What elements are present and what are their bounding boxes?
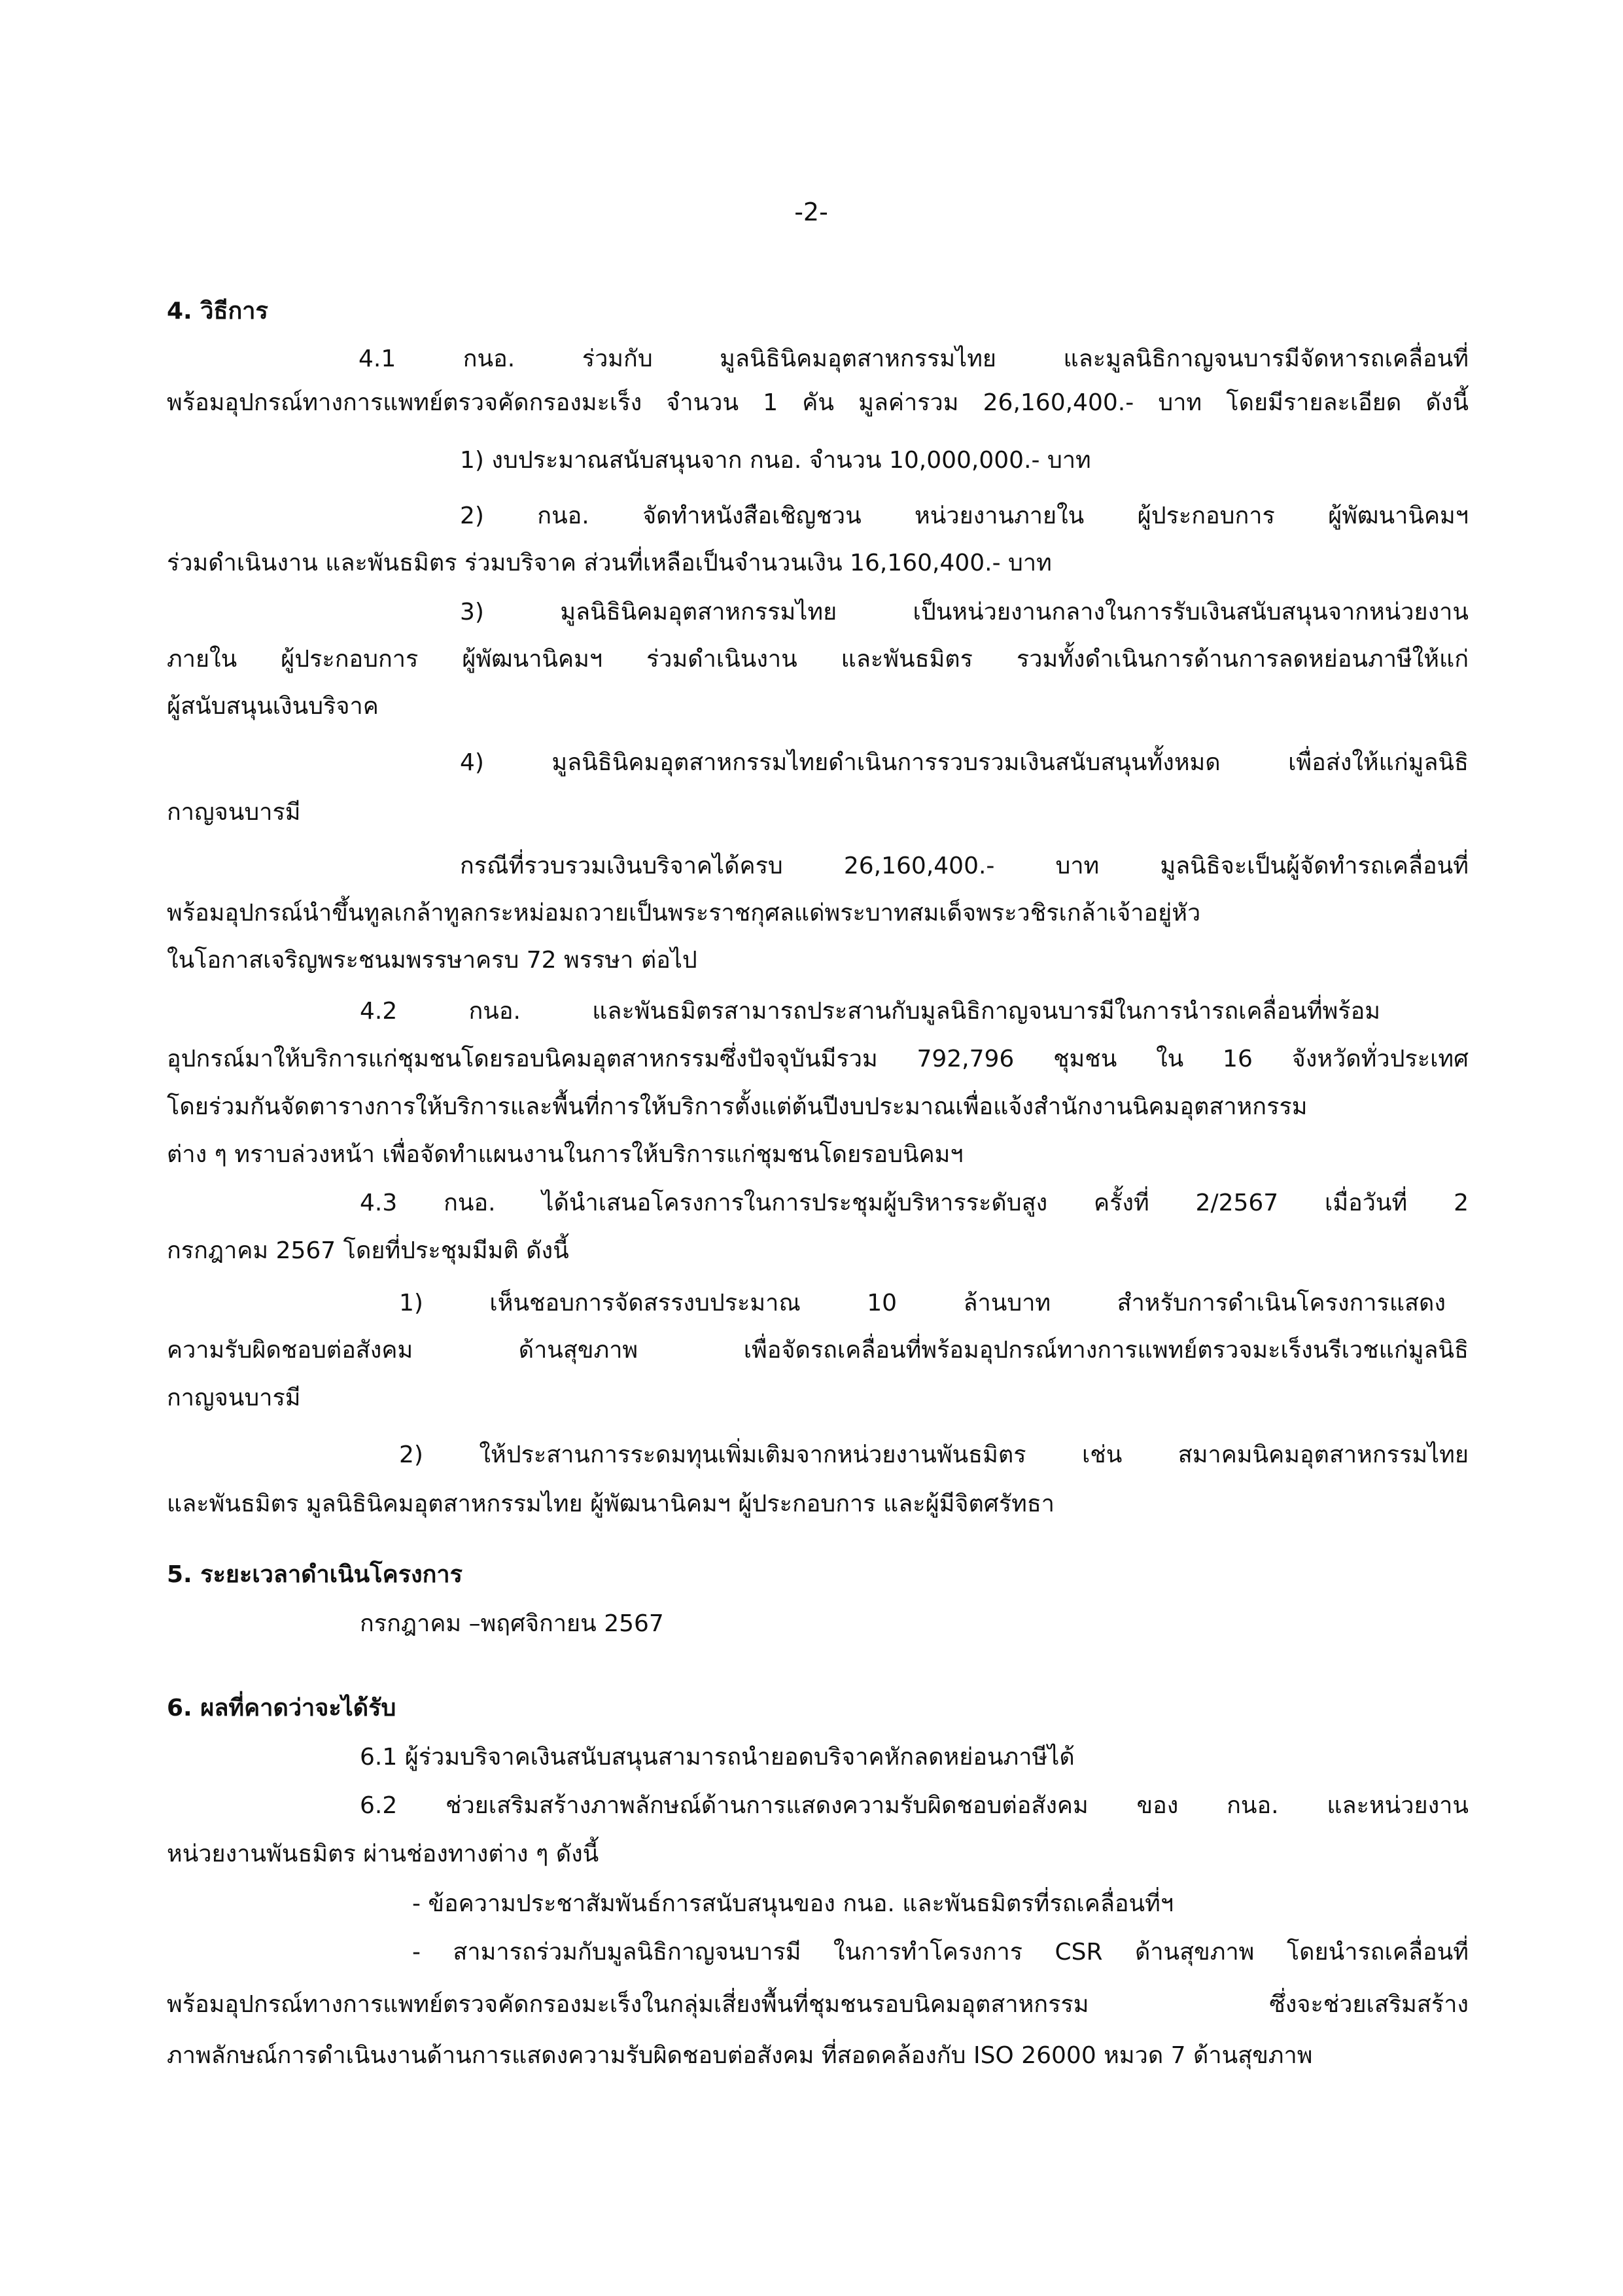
paragraph-line: กาญจนบารมี: [167, 799, 301, 826]
paragraph-line: 6.2 ช่วยเสริมสร้างภาพลักษณ์ด้านการแสดงความรับผิดชอบต่อสังคม ของ กนอ. และหน่วยงาน: [360, 1792, 1469, 1819]
paragraph-line: ผู้สนับสนุนเงินบริจาค: [167, 693, 379, 720]
paragraph-line: - ข้อความประชาสัมพันธ์การสนับสนุนของ กนอ. และพันธมิตรที่รถเคลื่อนที่ฯ: [412, 1890, 1174, 1917]
paragraph-line: 1) เห็นชอบการจัดสรรงบประมาณ 10 ล้านบาท สำหรับการดำเนินโครงการแสดง: [399, 1290, 1446, 1316]
paragraph-line: กรณีที่รวบรวมเงินบริจาคได้ครบ 26,160,400.- บาท มูลนิธิจะเป็นผู้จัดทำรถเคลื่อนที่: [460, 853, 1469, 879]
paragraph-line: ภาพลักษณ์การดำเนินงานด้านการแสดงความรับผิดชอบต่อสังคม ที่สอดคล้องกับ ISO 26000 หมวด 7 ด้านสุขภาพ: [167, 2042, 1313, 2069]
section-6-heading: 6. ผลที่คาดว่าจะได้รับ: [167, 1695, 396, 1722]
paragraph-line: พร้อมอุปกรณ์ทางการแพทย์ตรวจคัดกรองมะเร็ง จำนวน 1 คัน มูลค่ารวม 26,160,400.- บาท โดยมีรายละเอียด ดังนี้: [167, 389, 1469, 416]
section-4-heading: 4. วิธีการ: [167, 298, 268, 325]
paragraph-line: 1) งบประมาณสนับสนุนจาก กนอ. จำนวน 10,000,000.- บาท: [460, 447, 1091, 474]
paragraph-line: 2) กนอ. จัดทำหนังสือเชิญชวน หน่วยงานภายใน ผู้ประกอบการ ผู้พัฒนานิคมฯ: [460, 503, 1469, 529]
page-number: -2-: [794, 198, 828, 226]
paragraph-line: และพันธมิตร มูลนิธินิคมอุตสาหกรรมไทย ผู้พัฒนานิคมฯ ผู้ประกอบการ และผู้มีจิตศรัทธา: [167, 1491, 1055, 1517]
paragraph-line: ความรับผิดชอบต่อสังคม ด้านสุขภาพ เพื่อจัดรถเคลื่อนที่พร้อมอุปกรณ์ทางการแพทย์ตรวจมะเร็งนรีเวชแก่มูลนิธิ: [167, 1337, 1469, 1364]
section-5-heading: 5. ระยะเวลาดำเนินโครงการ: [167, 1561, 462, 1588]
paragraph-line: 2) ให้ประสานการระดมทุนเพิ่มเติมจากหน่วยงานพันธมิตร เช่น สมาคมนิคมอุตสาหกรรมไทย: [399, 1441, 1469, 1468]
paragraph-line: ต่าง ๆ ทราบล่วงหน้า เพื่อจัดทำแผนงานในการให้บริการแก่ชุมชนโดยรอบนิคมฯ: [167, 1141, 964, 1168]
paragraph-line: กรกฎาคม 2567 โดยที่ประชุมมีมติ ดังนี้: [167, 1237, 569, 1264]
paragraph-line: ในโอกาสเจริญพระชนมพรรษาครบ 72 พรรษา ต่อไป: [167, 947, 697, 974]
paragraph-line: หน่วยงานพันธมิตร ผ่านช่องทางต่าง ๆ ดังนี้: [167, 1841, 599, 1867]
paragraph-line: 4.1 กนอ. ร่วมกับ มูลนิธินิคมอุตสาหกรรมไทย และมูลนิธิกาญจนบารมีจัดหารถเคลื่อนที่: [358, 345, 1469, 372]
paragraph-line: พร้อมอุปกรณ์นำขึ้นทูลเกล้าทูลกระหม่อมถวายเป็นพระราชกุศลแด่พระบาทสมเด็จพระวชิรเกล้าเจ้าอยู่หัว: [167, 900, 1201, 927]
paragraph-line: กรกฎาคม –พฤศจิกายน 2567: [360, 1610, 664, 1637]
paragraph-line: พร้อมอุปกรณ์ทางการแพทย์ตรวจคัดกรองมะเร็งในกลุ่มเสี่ยงพื้นที่ชุมชนรอบนิคมอุตสาหกรรม ซึ่งจะช่วยเสริมสร้าง: [167, 1991, 1469, 2018]
paragraph-line: ภายใน ผู้ประกอบการ ผู้พัฒนานิคมฯ ร่วมดำเนินงาน และพันธมิตร รวมทั้งดำเนินการด้านการลดหย่อนภาษีให้แก่: [167, 646, 1469, 673]
paragraph-line: 4) มูลนิธินิคมอุตสาหกรรมไทยดำเนินการรวบรวมเงินสนับสนุนทั้งหมด เพื่อส่งให้แก่มูลนิธิ: [460, 749, 1469, 776]
paragraph-line: 6.1 ผู้ร่วมบริจาคเงินสนับสนุนสามารถนำยอดบริจาคหักลดหย่อนภาษีได้: [360, 1744, 1075, 1771]
paragraph-line: กาญจนบารมี: [167, 1385, 301, 1411]
paragraph-line: โดยร่วมกันจัดตารางการให้บริการและพื้นที่การให้บริการตั้งแต่ต้นปีงบประมาณเพื่อแจ้งสำนักงานนิคมอุตสาหกรรม: [167, 1093, 1308, 1120]
paragraph-line: 3) มูลนิธินิคมอุตสาหกรรมไทย เป็นหน่วยงานกลางในการรับเงินสนับสนุนจากหน่วยงาน: [460, 599, 1469, 626]
paragraph-line: - สามารถร่วมกับมูลนิธิกาญจนบารมี ในการทำโครงการ CSR ด้านสุขภาพ โดยนำรถเคลื่อนที่: [412, 1939, 1469, 1966]
paragraph-line: 4.3 กนอ. ได้นำเสนอโครงการในการประชุมผู้บริหารระดับสูง ครั้งที่ 2/2567 เมื่อวันที่ 2: [360, 1190, 1469, 1216]
paragraph-line: ร่วมดำเนินงาน และพันธมิตร ร่วมบริจาค ส่วนที่เหลือเป็นจำนวนเงิน 16,160,400.- บาท: [167, 550, 1052, 576]
paragraph-line: 4.2 กนอ. และพันธมิตรสามารถประสานกับมูลนิธิกาญจนบารมีในการนำรถเคลื่อนที่พร้อม: [360, 998, 1380, 1025]
paragraph-line: อุปกรณ์มาให้บริการแก่ชุมชนโดยรอบนิคมอุตสาหกรรมซึ่งปัจจุบันมีรวม 792,796 ชุมชน ใน 16 จังหวัดทั่วประเทศ: [167, 1046, 1469, 1072]
